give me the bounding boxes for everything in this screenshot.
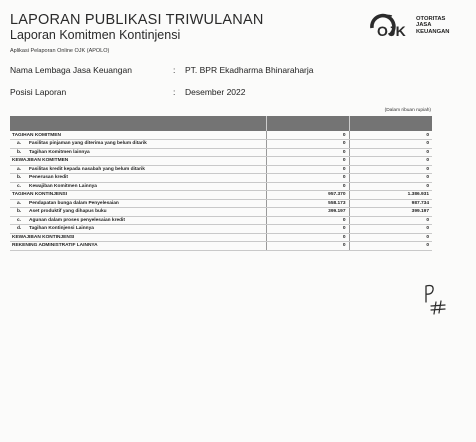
commitment-contingency-table	[10, 116, 432, 251]
row-indent	[12, 167, 145, 172]
row-value-current: 0	[266, 233, 349, 242]
colon: :	[173, 65, 176, 75]
table-row	[10, 216, 432, 225]
logo-line: KEUANGAN	[416, 28, 450, 35]
header-cell-description	[10, 116, 266, 131]
row-marker: b.	[17, 209, 22, 215]
table-row	[10, 131, 432, 140]
row-value-previous: 1.386.931	[349, 191, 432, 200]
row-description	[10, 208, 266, 217]
row-value-current: 0	[266, 148, 349, 157]
row-value-current: 0	[266, 174, 349, 183]
row-indent	[12, 175, 68, 180]
row-label: Tagihan Komitmen lainnya	[29, 149, 90, 155]
row-label: TAGIHAN KOMITMEN	[12, 132, 61, 138]
row-label: Agunan dalam proses penyelesaian kredit	[29, 217, 125, 223]
row-value-current: 0	[266, 225, 349, 234]
institution-name-value: PT. BPR Ekadharma Bhinaraharja	[185, 65, 314, 75]
row-marker: c.	[17, 183, 22, 189]
table-row	[10, 225, 432, 234]
row-marker: a.	[17, 200, 22, 206]
row-value-current: 0	[266, 140, 349, 149]
row-value-previous: 0	[349, 140, 432, 149]
row-value-current: 0	[266, 242, 349, 251]
institution-name-label: Nama Lembaga Jasa Keuangan	[10, 65, 132, 75]
table-row	[10, 242, 432, 251]
row-marker: c.	[17, 217, 22, 223]
row-value-previous: 0	[349, 157, 432, 166]
table-row	[10, 182, 432, 191]
table-row	[10, 208, 432, 217]
row-value-previous: 0	[349, 216, 432, 225]
row-indent	[12, 141, 147, 146]
row-label: REKENING ADMINISTRATIF LAINNYA	[12, 243, 98, 249]
row-value-previous: 0	[349, 225, 432, 234]
row-description	[10, 191, 266, 200]
table-header-row	[10, 116, 432, 131]
unit-note: (Dalam ribuan rupiah)	[384, 108, 431, 113]
ojk-logo	[368, 11, 468, 41]
row-description	[10, 242, 266, 251]
row-value-previous: 0	[349, 165, 432, 174]
table-row	[10, 174, 432, 183]
row-indent	[12, 184, 97, 189]
row-label: Kewajiban Komitmen Lainnya	[29, 183, 97, 189]
row-marker: d.	[17, 226, 22, 232]
row-description	[10, 140, 266, 149]
ojk-logo-mark-icon	[368, 11, 412, 41]
row-label: Aset produktif yang dihapus buku	[29, 209, 107, 215]
row-value-current: 399.197	[266, 208, 349, 217]
row-label: Pendapatan bunga dalam Penyelesaian	[29, 200, 119, 206]
row-description	[10, 157, 266, 166]
row-marker: a.	[17, 166, 22, 172]
row-description	[10, 148, 266, 157]
row-label: TAGIHAN KONTINJENSI	[12, 192, 68, 198]
report-period-value: Desember 2022	[185, 87, 246, 97]
row-label: Fasilitas kredit kepada nasabah yang belum ditarik	[29, 166, 145, 172]
row-indent	[12, 218, 125, 223]
row-description	[10, 233, 266, 242]
header-cell-current	[266, 116, 349, 131]
row-description	[10, 225, 266, 234]
table-row	[10, 191, 432, 200]
row-description	[10, 174, 266, 183]
row-value-previous: 0	[349, 182, 432, 191]
report-subtitle: Laporan Komitmen Kontinjensi	[10, 28, 181, 42]
report-title: LAPORAN PUBLIKASI TRIWULANAN	[10, 12, 264, 28]
row-value-current: 0	[266, 216, 349, 225]
row-description	[10, 165, 266, 174]
row-value-previous: 987.734	[349, 199, 432, 208]
table-row	[10, 233, 432, 242]
row-label: Penerusan kredit	[29, 175, 68, 181]
row-marker: b.	[17, 149, 22, 155]
row-indent	[12, 209, 107, 214]
row-value-current: 0	[266, 165, 349, 174]
row-label: KEWAJIBAN KONTINJENSI	[12, 234, 75, 240]
row-label: KEWAJIBAN KOMITMEN	[12, 158, 69, 164]
logo-line: OTORITAS	[416, 16, 446, 22]
header-cell-previous	[349, 116, 432, 131]
row-value-previous: 399.197	[349, 208, 432, 217]
row-value-previous: 0	[349, 174, 432, 183]
row-indent	[12, 201, 119, 206]
logo-caption	[416, 16, 450, 35]
row-value-previous: 0	[349, 131, 432, 140]
table-row	[10, 157, 432, 166]
colon: :	[173, 87, 176, 97]
table-row	[10, 148, 432, 157]
row-description	[10, 131, 266, 140]
row-marker: a.	[17, 141, 22, 147]
row-value-previous: 0	[349, 148, 432, 157]
table-row	[10, 165, 432, 174]
row-value-current: 0	[266, 131, 349, 140]
table-row	[10, 140, 432, 149]
row-label: Tagihan Kontinjensi Lainnya	[29, 226, 94, 232]
table-row	[10, 199, 432, 208]
report-period-label: Posisi Laporan	[10, 87, 67, 97]
row-description	[10, 182, 266, 191]
row-indent	[12, 150, 90, 155]
row-value-current: 0	[266, 157, 349, 166]
row-description	[10, 199, 266, 208]
logo-mark-text: OJK	[377, 23, 406, 39]
row-value-current: 0	[266, 182, 349, 191]
row-label: Fasilitas pinjaman yang diterima yang belum ditarik	[29, 141, 147, 147]
row-value-previous: 0	[349, 233, 432, 242]
row-value-current: 957.370	[266, 191, 349, 200]
row-marker: b.	[17, 175, 22, 181]
row-indent	[12, 226, 94, 231]
row-value-previous: 0	[349, 242, 432, 251]
row-description	[10, 216, 266, 225]
row-value-current: 558.173	[266, 199, 349, 208]
logo-line: JASA	[416, 22, 432, 29]
handwritten-signature	[420, 280, 460, 320]
app-note: Aplikasi Pelaporan Online OJK (APOLO)	[10, 48, 110, 54]
